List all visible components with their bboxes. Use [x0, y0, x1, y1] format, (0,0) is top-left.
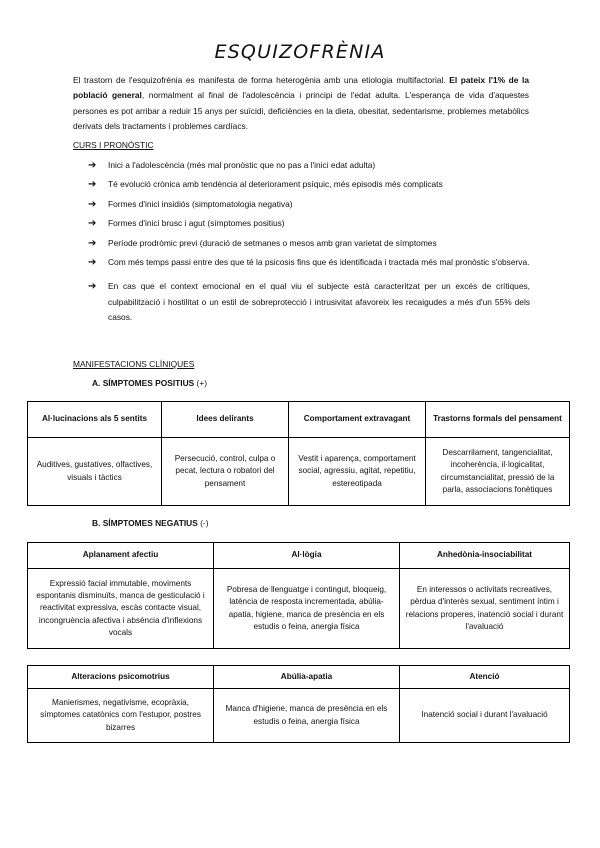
list-item: ➔ Període prodròmic previ (duració de setmanes o mesos amb gran varietat de símptomes [88, 236, 530, 251]
page-title: ESQUIZOFRÈNIA [214, 41, 386, 63]
list-item: ➔ En cas que el context emocional en el qual viu el subjecte està caracteritzat per un excés de crítiques, culpabilització i hostilitat o un estil de sobreprotecció i intrusivitat afavoreix les recaigudes a més d'un 55% dels casos. [88, 281, 530, 323]
arrow-icon: ➔ [88, 218, 97, 230]
course-list [88, 158, 530, 326]
table-header: Al·lògia [214, 543, 400, 569]
positive-symptoms-table [27, 401, 570, 506]
table-cell: Manca d'higiene, manca de presència en els estudis o feina, anergia física [214, 689, 400, 743]
table-cell: Inatenció social i durant l'avaluació [400, 689, 570, 743]
table-cell: Expressió facial immutable, moviments espontanis disminuïts, manca de gesticulació i reactivitat expressiva, escàs contacte visual, incongruència afectiva i absència d'inflexions vocals [28, 569, 214, 649]
negative-symptoms-table-2 [27, 665, 570, 743]
intro-bold: El pateix l'1% de la població general [73, 75, 530, 101]
table-header: Anhedònia-insociabilitat [400, 543, 570, 569]
negative-symptoms-table-1 [27, 542, 570, 649]
positive-symptoms-heading: A. SÍMPTOMES POSITIUS (+) [92, 378, 208, 388]
table-header: Alteracions psicomotrius [28, 666, 214, 689]
table-cell: Vestit i aparença, comportament social, agressiu, agitat, repetitiu, estereotipada [289, 438, 426, 506]
table-cell: Persecució, control, culpa o pecat, lectura o robatori del pensament [162, 438, 289, 506]
table-header: Aplanament afectiu [28, 543, 214, 569]
list-item: ➔ Formes d'inici brusc i agut (símptomes positius) [88, 216, 530, 231]
table-header: Comportament extravagant [289, 402, 426, 438]
arrow-icon: ➔ [88, 198, 97, 210]
table-cell: En interessos o activitats recreatives, pèrdua d'interès sexual, sentiment íntim i relacions properes, inatenció social i durant l'avaluació [400, 569, 570, 649]
table-header: Al·lucinacions als 5 sentits [28, 402, 162, 438]
intro-text-1: El trastorn de l'esquizofrènia es manifesta de forma heterogènia amb una etiologia multifactorial. [73, 75, 450, 85]
arrow-icon: ➔ [88, 281, 97, 293]
list-item: ➔ Formes d'inici insidiós (simptomatologia negativa) [88, 197, 530, 212]
list-item: ➔ Inici a l'adolescència (més mal pronòstic que no pas a l'inici edat adulta) [88, 158, 530, 173]
course-heading: CURS I PRONÒSTIC [73, 140, 154, 150]
list-item: ➔ Té evolució crònica amb tendència al deteriorament psíquic, més episodis més complicats [88, 177, 530, 192]
table-header: Idees delirants [162, 402, 289, 438]
table-header: Trastorns formals del pensament [426, 402, 570, 438]
manifestations-heading: MANIFESTACIONS CLÍNIQUES [73, 359, 195, 369]
arrow-icon: ➔ [88, 257, 97, 269]
intro-text-2: , normalment al final de l'adolescència i principi de l'edat adulta. L'esperança de vida d'aquestes persones es pot arribar a reduir 15 anys per suïcidi, deficiències en la dieta, obesitat, sedentarisme, problemes metabòlics derivats dels tractaments i problemes cardíacs. [73, 90, 529, 132]
list-item: ➔ Com més temps passi entre des que té la psicosis fins que és identificada i tractada més mal pronòstic s'observa. [88, 255, 530, 270]
arrow-icon: ➔ [88, 237, 97, 249]
arrow-icon: ➔ [88, 160, 97, 171]
table-header: Abúlia-apatia [214, 666, 400, 689]
table-cell: Pobresa de llenguatge i contingut, bloqueig, latència de resposta incrementada, abúlia-apatia, higiene, manca de presència en els estudis o feina, anergia física [214, 569, 400, 649]
table-header: Atenció [400, 666, 570, 689]
intro-paragraph [73, 73, 529, 135]
table-cell: Auditives, gustatives, olfactives, visuals i tàctics [28, 438, 162, 506]
table-cell: Descarrilament, tangencialitat, incoherència, il·logicalitat, circumstancialitat, pressió de la parla, associacions fonètiques [426, 438, 570, 506]
negative-symptoms-heading: B. SÍMPTOMES NEGATIUS (-) [92, 518, 209, 528]
table-cell: Manierismes, negativisme, ecopràxia, símptomes catatònics com l'estupor, postres bizarres [28, 689, 214, 743]
arrow-icon: ➔ [88, 179, 97, 191]
